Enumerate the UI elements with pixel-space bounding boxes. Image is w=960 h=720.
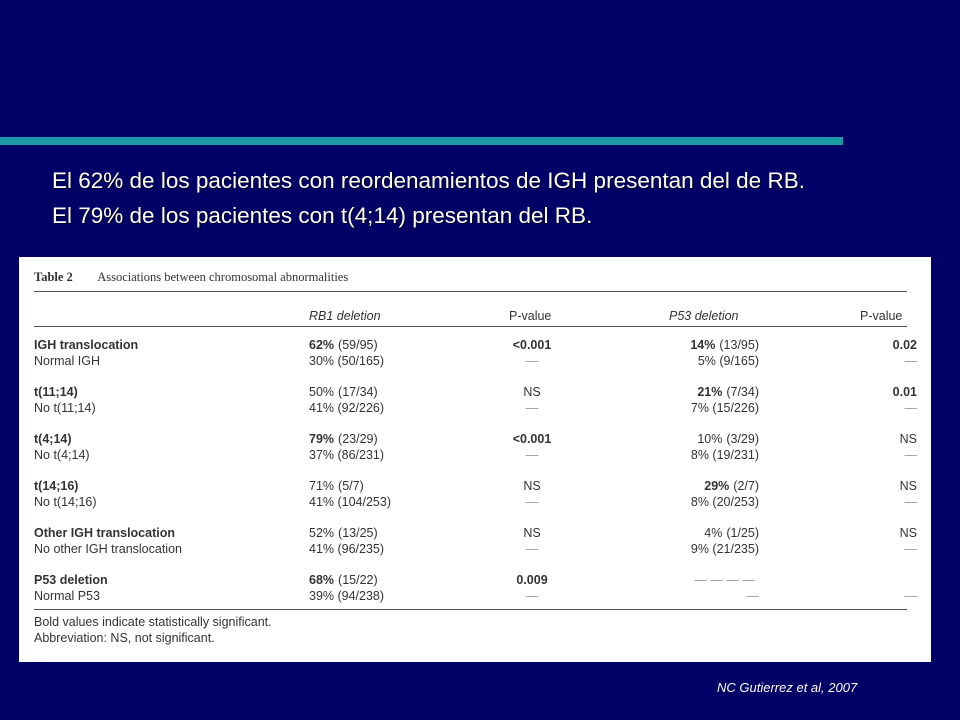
rb1-percent: 71% xyxy=(309,479,335,493)
p53-value: 8% (19/231) xyxy=(690,448,759,462)
col-rb1-deletion: RB1 deletion xyxy=(309,309,381,323)
p53-percent: 10% xyxy=(697,432,723,446)
row-label: Normal IGH xyxy=(34,354,100,368)
rb1-value: 41% (92/226) xyxy=(309,401,385,415)
rb1-count: (23/29) xyxy=(338,432,378,446)
rb1-value xyxy=(309,432,378,446)
p-value-rb1: NS xyxy=(523,385,541,399)
table-row xyxy=(19,385,931,401)
p-value-p53: — xyxy=(904,495,917,509)
bullet-1: El 62% de los pacientes con reordenamientos de IGH presentan del de RB. xyxy=(52,168,805,193)
row-label: No t(4;14) xyxy=(34,448,90,462)
bullet-2: El 79% de los pacientes con t(4;14) presentan del RB. xyxy=(52,203,593,228)
p53-count: (2/7) xyxy=(733,479,759,493)
rb1-value xyxy=(309,385,378,399)
p-value-rb1: NS xyxy=(523,479,541,493)
p-value-rb1: <0.001 xyxy=(512,432,552,446)
col-p-value-1: P-value xyxy=(509,309,552,323)
p53-count: (1/25) xyxy=(726,526,759,540)
table-row xyxy=(19,526,931,542)
p53-count: (7/34) xyxy=(726,385,759,399)
p-value-p53: 0.01 xyxy=(892,385,917,399)
p53-percent: 14% xyxy=(690,338,716,352)
p53-percent: 29% xyxy=(704,479,730,493)
rb1-value xyxy=(309,338,378,352)
citation: NC Gutierrez et al, 2007 xyxy=(717,680,858,695)
rb1-value: 39% (94/238) xyxy=(309,589,385,603)
p-value-rb1: <0.001 xyxy=(512,338,552,352)
row-label: t(11;14) xyxy=(34,385,78,399)
rb1-value xyxy=(309,573,378,587)
row-label: t(14;16) xyxy=(34,479,79,493)
footnote-bold: Bold values indicate statistically significant. xyxy=(34,615,272,629)
p53-value xyxy=(639,432,759,446)
row-label: t(4;14) xyxy=(34,432,72,446)
table-row xyxy=(19,448,931,464)
p-value-rb1: — xyxy=(525,354,539,368)
p-value-rb1: — xyxy=(525,542,539,556)
p-value-rb1: — xyxy=(525,589,539,603)
p53-value xyxy=(639,479,759,493)
p-value-p53: — xyxy=(904,542,917,556)
table-row xyxy=(19,401,931,417)
rb1-value: 41% (104/253) xyxy=(309,495,392,509)
rb1-value: 30% (50/165) xyxy=(309,354,385,368)
rb1-value: 41% (96/235) xyxy=(309,542,385,556)
p-value-p53: 0.02 xyxy=(892,338,917,352)
table-caption xyxy=(34,270,348,285)
p53-value: 5% (9/165) xyxy=(697,354,759,368)
rb1-value xyxy=(309,526,378,540)
row-label: Other IGH translocation xyxy=(34,526,175,540)
p53-value xyxy=(639,338,759,352)
p53-value xyxy=(639,526,759,540)
p-value-p53: — xyxy=(904,589,917,603)
col-p53-deletion: P53 deletion xyxy=(669,309,739,323)
p53-count: (13/95) xyxy=(719,338,759,352)
rb1-count: (5/7) xyxy=(338,479,364,493)
col-p-value-2: P-value xyxy=(860,309,903,323)
p53-count: (3/29) xyxy=(726,432,759,446)
p53-value xyxy=(639,573,759,587)
row-label: No t(14;16) xyxy=(34,495,97,509)
footnote-abbreviation: Abbreviation: NS, not significant. xyxy=(34,631,215,645)
p53-percent: 4% xyxy=(704,526,723,540)
table-title: Associations between chromosomal abnormalities xyxy=(97,270,349,284)
table-row xyxy=(19,573,931,589)
p-value-rb1: — xyxy=(525,495,539,509)
rb1-count: (13/25) xyxy=(338,526,378,540)
rb1-percent: 62% xyxy=(309,338,335,352)
rb1-percent: 52% xyxy=(309,526,335,540)
row-label: IGH translocation xyxy=(34,338,139,352)
p53-value: 7% (15/226) xyxy=(690,401,759,415)
table-rule-header xyxy=(34,326,907,327)
p-value-p53: — xyxy=(904,401,917,415)
rb1-value: 37% (86/231) xyxy=(309,448,385,462)
row-label: P53 deletion xyxy=(34,573,108,587)
table-row xyxy=(19,354,931,370)
p-value-p53: NS xyxy=(899,479,917,493)
rb1-percent: 68% xyxy=(309,573,335,587)
table-row xyxy=(19,479,931,495)
p-value-rb1: — xyxy=(525,448,539,462)
p53-value: — xyxy=(746,589,759,603)
p-value-rb1: 0.009 xyxy=(516,573,548,587)
table-rule-bottom xyxy=(34,609,907,610)
rb1-percent: 79% xyxy=(309,432,335,446)
p53-value xyxy=(639,385,759,399)
rb1-count: (15/22) xyxy=(338,573,378,587)
p-value-p53: — xyxy=(904,448,917,462)
row-label: No t(11;14) xyxy=(34,401,96,415)
p53-value: 9% (21/235) xyxy=(690,542,759,556)
p-value-rb1: NS xyxy=(523,526,541,540)
table-number: Table 2 xyxy=(34,270,73,284)
p-value-p53: NS xyxy=(899,432,917,446)
rb1-percent: 50% xyxy=(309,385,335,399)
table-row xyxy=(19,432,931,448)
row-label: Normal P53 xyxy=(34,589,100,603)
table-row xyxy=(19,542,931,558)
table-row xyxy=(19,495,931,511)
rb1-count: (59/95) xyxy=(338,338,378,352)
p-value-p53: — xyxy=(904,354,917,368)
table-row xyxy=(19,338,931,354)
table-row xyxy=(19,589,931,605)
p53-percent: 21% xyxy=(697,385,723,399)
rb1-value xyxy=(309,479,364,493)
row-label: No other IGH translocation xyxy=(34,542,182,556)
p-value-rb1: — xyxy=(525,401,539,415)
bullet-list xyxy=(52,163,805,233)
p53-value: 8% (20/253) xyxy=(690,495,759,509)
p-value-p53: NS xyxy=(899,526,917,540)
table-rule-top xyxy=(34,291,907,292)
p53-percent: — — — — xyxy=(694,573,755,587)
table-image xyxy=(19,257,931,662)
accent-bar xyxy=(0,137,843,145)
rb1-count: (17/34) xyxy=(338,385,378,399)
